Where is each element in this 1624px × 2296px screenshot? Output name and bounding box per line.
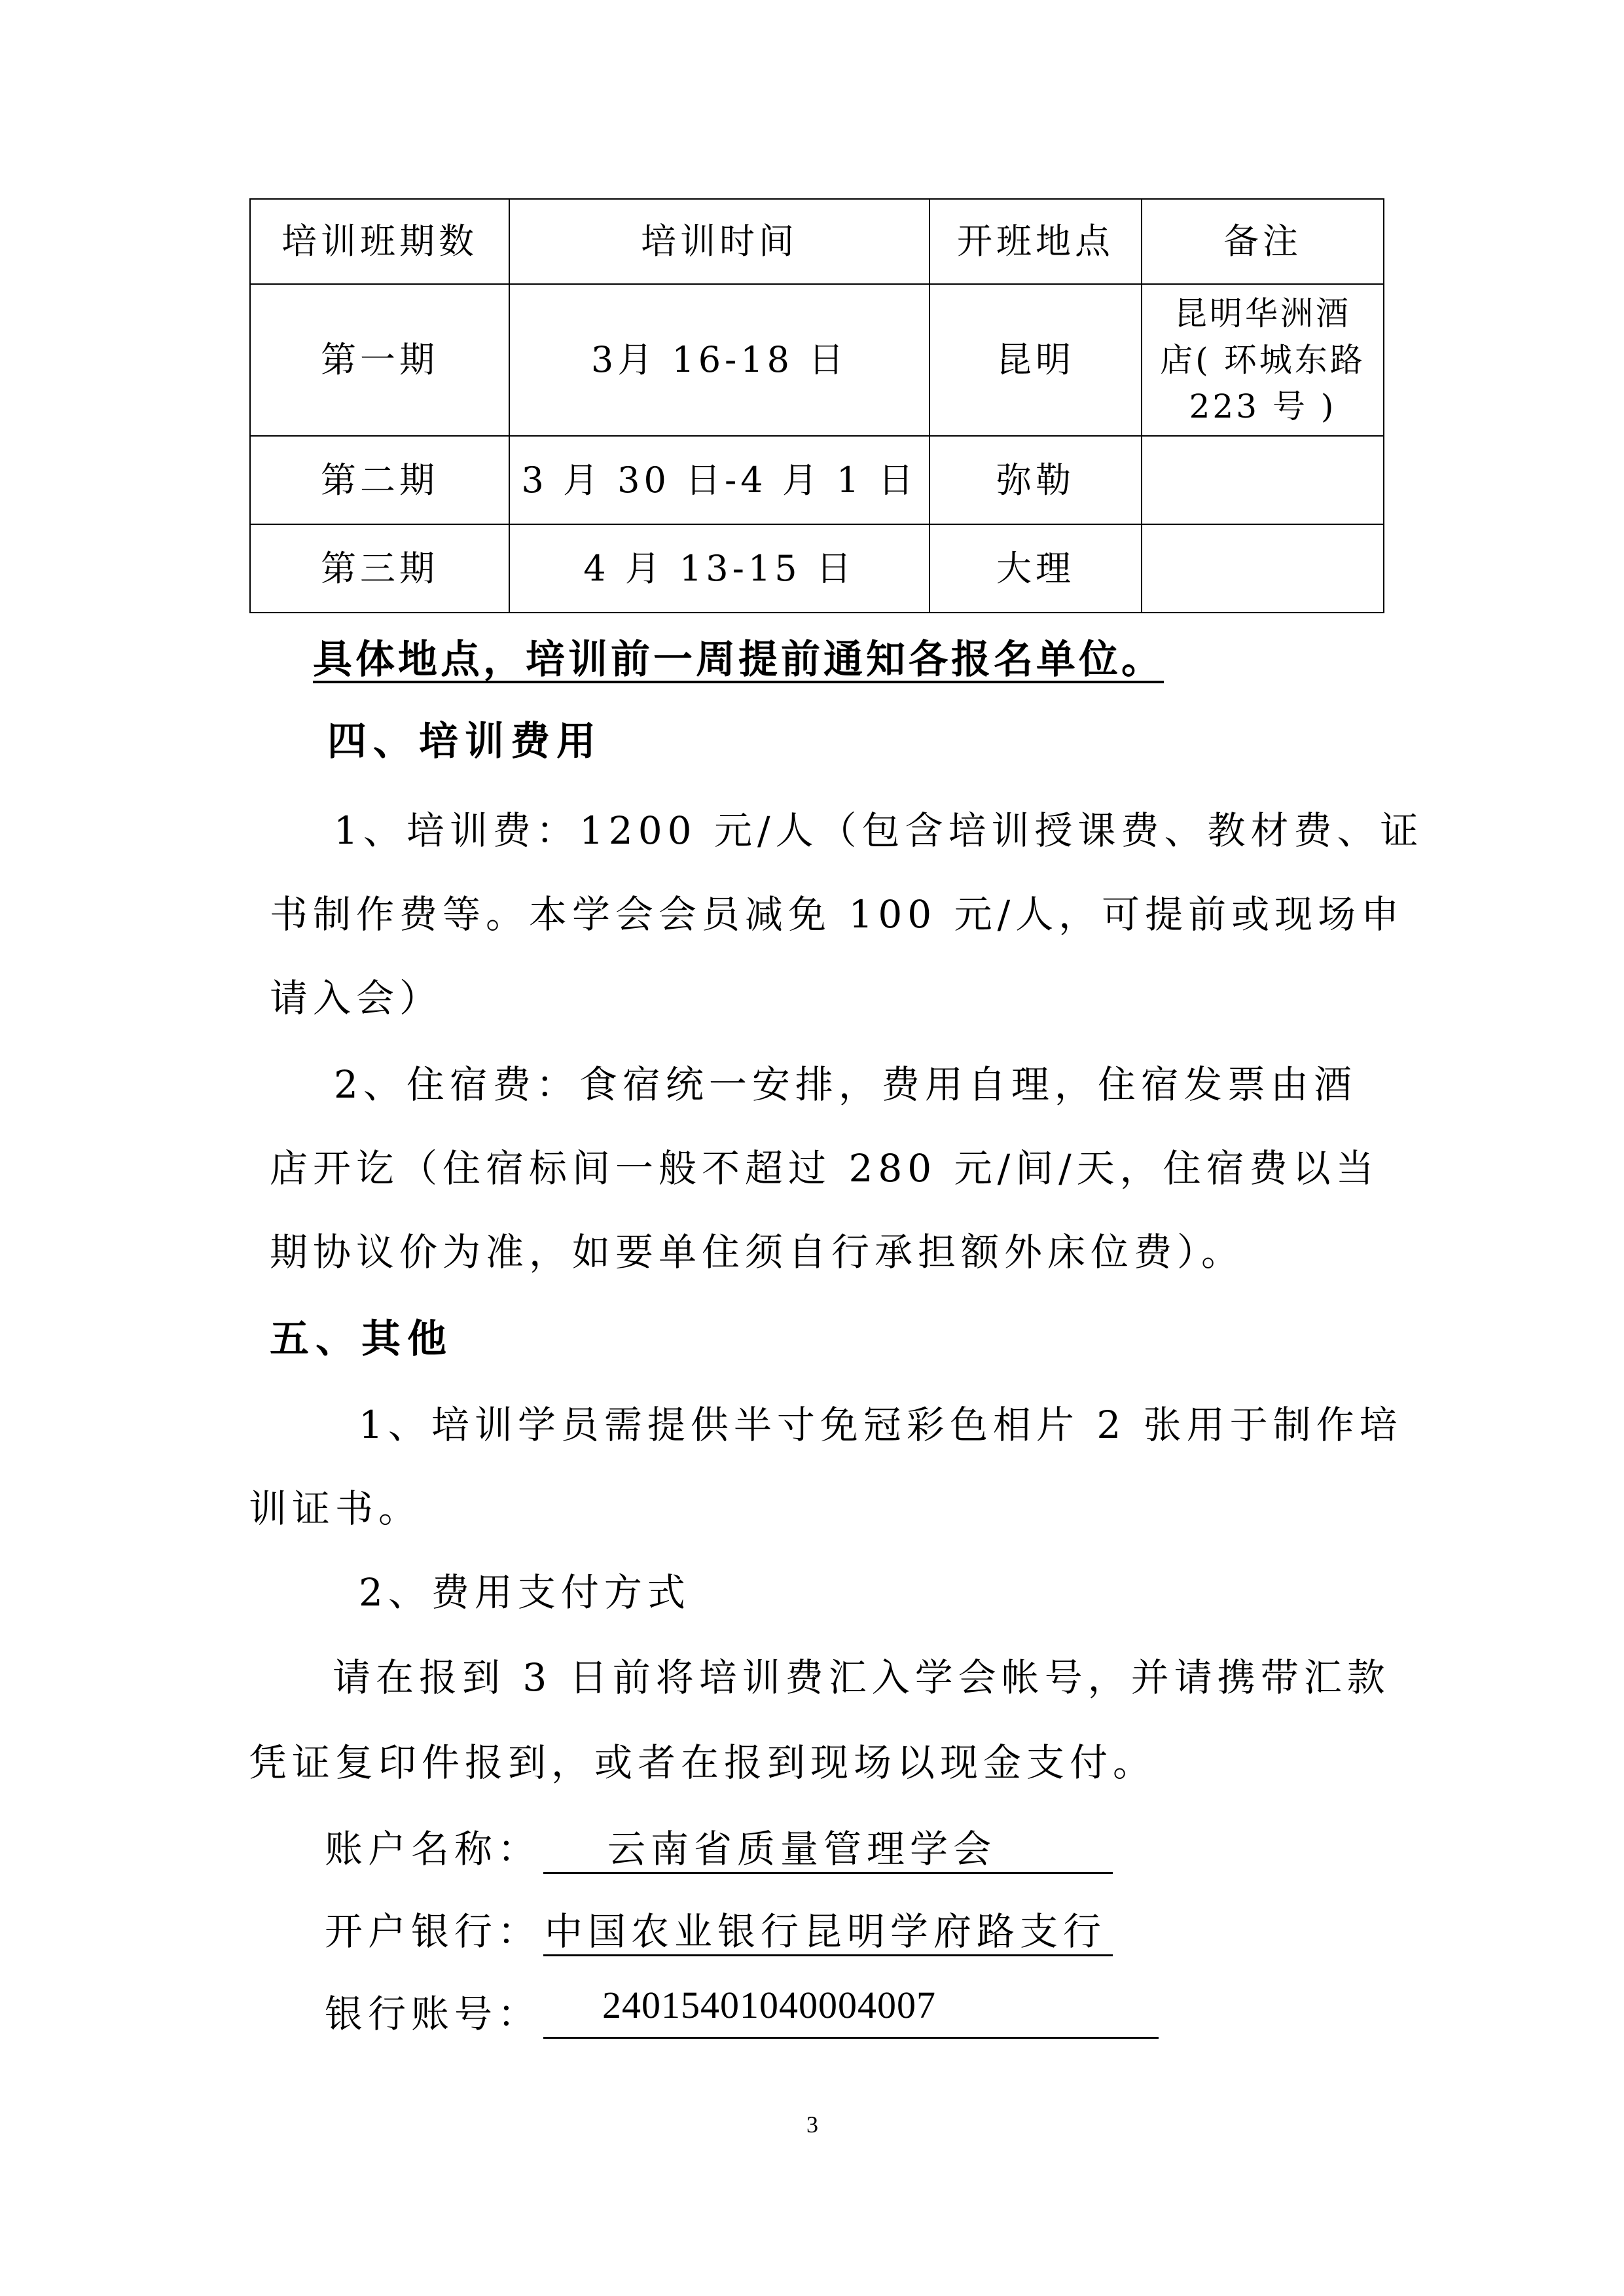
note-line: 223 号 ) — [1189, 387, 1337, 425]
lodging-line-3: 期协议价为准，如要单住须自行承担额外床位费）。 — [270, 1230, 1245, 1274]
period-cell: 第三期 — [250, 524, 509, 613]
table-row — [250, 524, 1384, 613]
note-cell — [1142, 436, 1384, 524]
header-location: 开班地点 — [929, 199, 1142, 284]
location-cell: 昆明 — [929, 284, 1142, 436]
header-time: 培训时间 — [509, 199, 929, 284]
payment-heading: 2、费用支付方式 — [359, 1570, 691, 1615]
lodging-line-1: 2、住宿费：食宿统一安排，费用自理，住宿发票由酒 — [334, 1062, 1357, 1107]
note-line: 店( 环城东路 — [1160, 340, 1365, 379]
time-cell: 3 月 30 日-4 月 1 日 — [509, 436, 929, 524]
number-value: 24015401040004007 — [602, 1984, 936, 2026]
section-five-heading: 五、其他 — [270, 1316, 453, 1362]
photo-line-2: 训证书。 — [249, 1486, 422, 1531]
location-cell: 大理 — [929, 524, 1142, 613]
note-cell — [1142, 524, 1384, 613]
time-cell: 3月 16-18 日 — [509, 284, 929, 436]
period-cell: 第二期 — [250, 436, 509, 524]
header-note: 备注 — [1142, 199, 1384, 284]
fee-line-2: 书制作费等。本学会会员减免 100 元/人，可提前或现场申 — [270, 892, 1405, 937]
page-number: 3 — [806, 2111, 818, 2138]
bank-label: 开户银行： — [325, 1909, 541, 1954]
number-underline — [543, 2037, 1159, 2039]
time-cell: 4 月 13-15 日 — [509, 524, 929, 613]
header-period: 培训班期数 — [250, 199, 509, 284]
period-cell: 第一期 — [250, 284, 509, 436]
notice-text: 具体地点，培训前一周提前通知各报名单位。 — [313, 637, 1164, 683]
schedule-table — [249, 198, 1384, 613]
lodging-line-2: 店开讫（住宿标间一般不超过 280 元/间/天，住宿费以当 — [270, 1146, 1379, 1191]
account-name-underline — [543, 1872, 1113, 1874]
location-cell: 弥勒 — [929, 436, 1142, 524]
section-four-heading: 四、培训费用 — [327, 719, 602, 764]
fee-line-3: 请入会） — [270, 976, 443, 1020]
table-row — [250, 436, 1384, 524]
bank-underline — [543, 1954, 1113, 1956]
account-name-label: 账户名称： — [325, 1827, 541, 1871]
table-header-row — [250, 199, 1384, 284]
bank-value: 中国农业银行昆明学府路支行 — [545, 1909, 1107, 1954]
number-label: 银行账号： — [325, 1992, 541, 2036]
account-name-value: 云南省质量管理学会 — [607, 1827, 997, 1871]
payment-line-1: 请在报到 3 日前将培训费汇入学会帐号，并请携带汇款 — [333, 1655, 1390, 1700]
photo-line-1: 1、培训学员需提供半寸免冠彩色相片 2 张用于制作培 — [359, 1403, 1403, 1447]
payment-line-2: 凭证复印件报到，或者在报到现场以现金支付。 — [249, 1740, 1157, 1785]
table-row — [250, 284, 1384, 436]
note-cell — [1142, 284, 1384, 436]
fee-line-1: 1、培训费：1200 元/人（包含培训授课费、教材费、证 — [334, 808, 1424, 853]
note-line: 昆明华洲酒 — [1174, 294, 1351, 332]
